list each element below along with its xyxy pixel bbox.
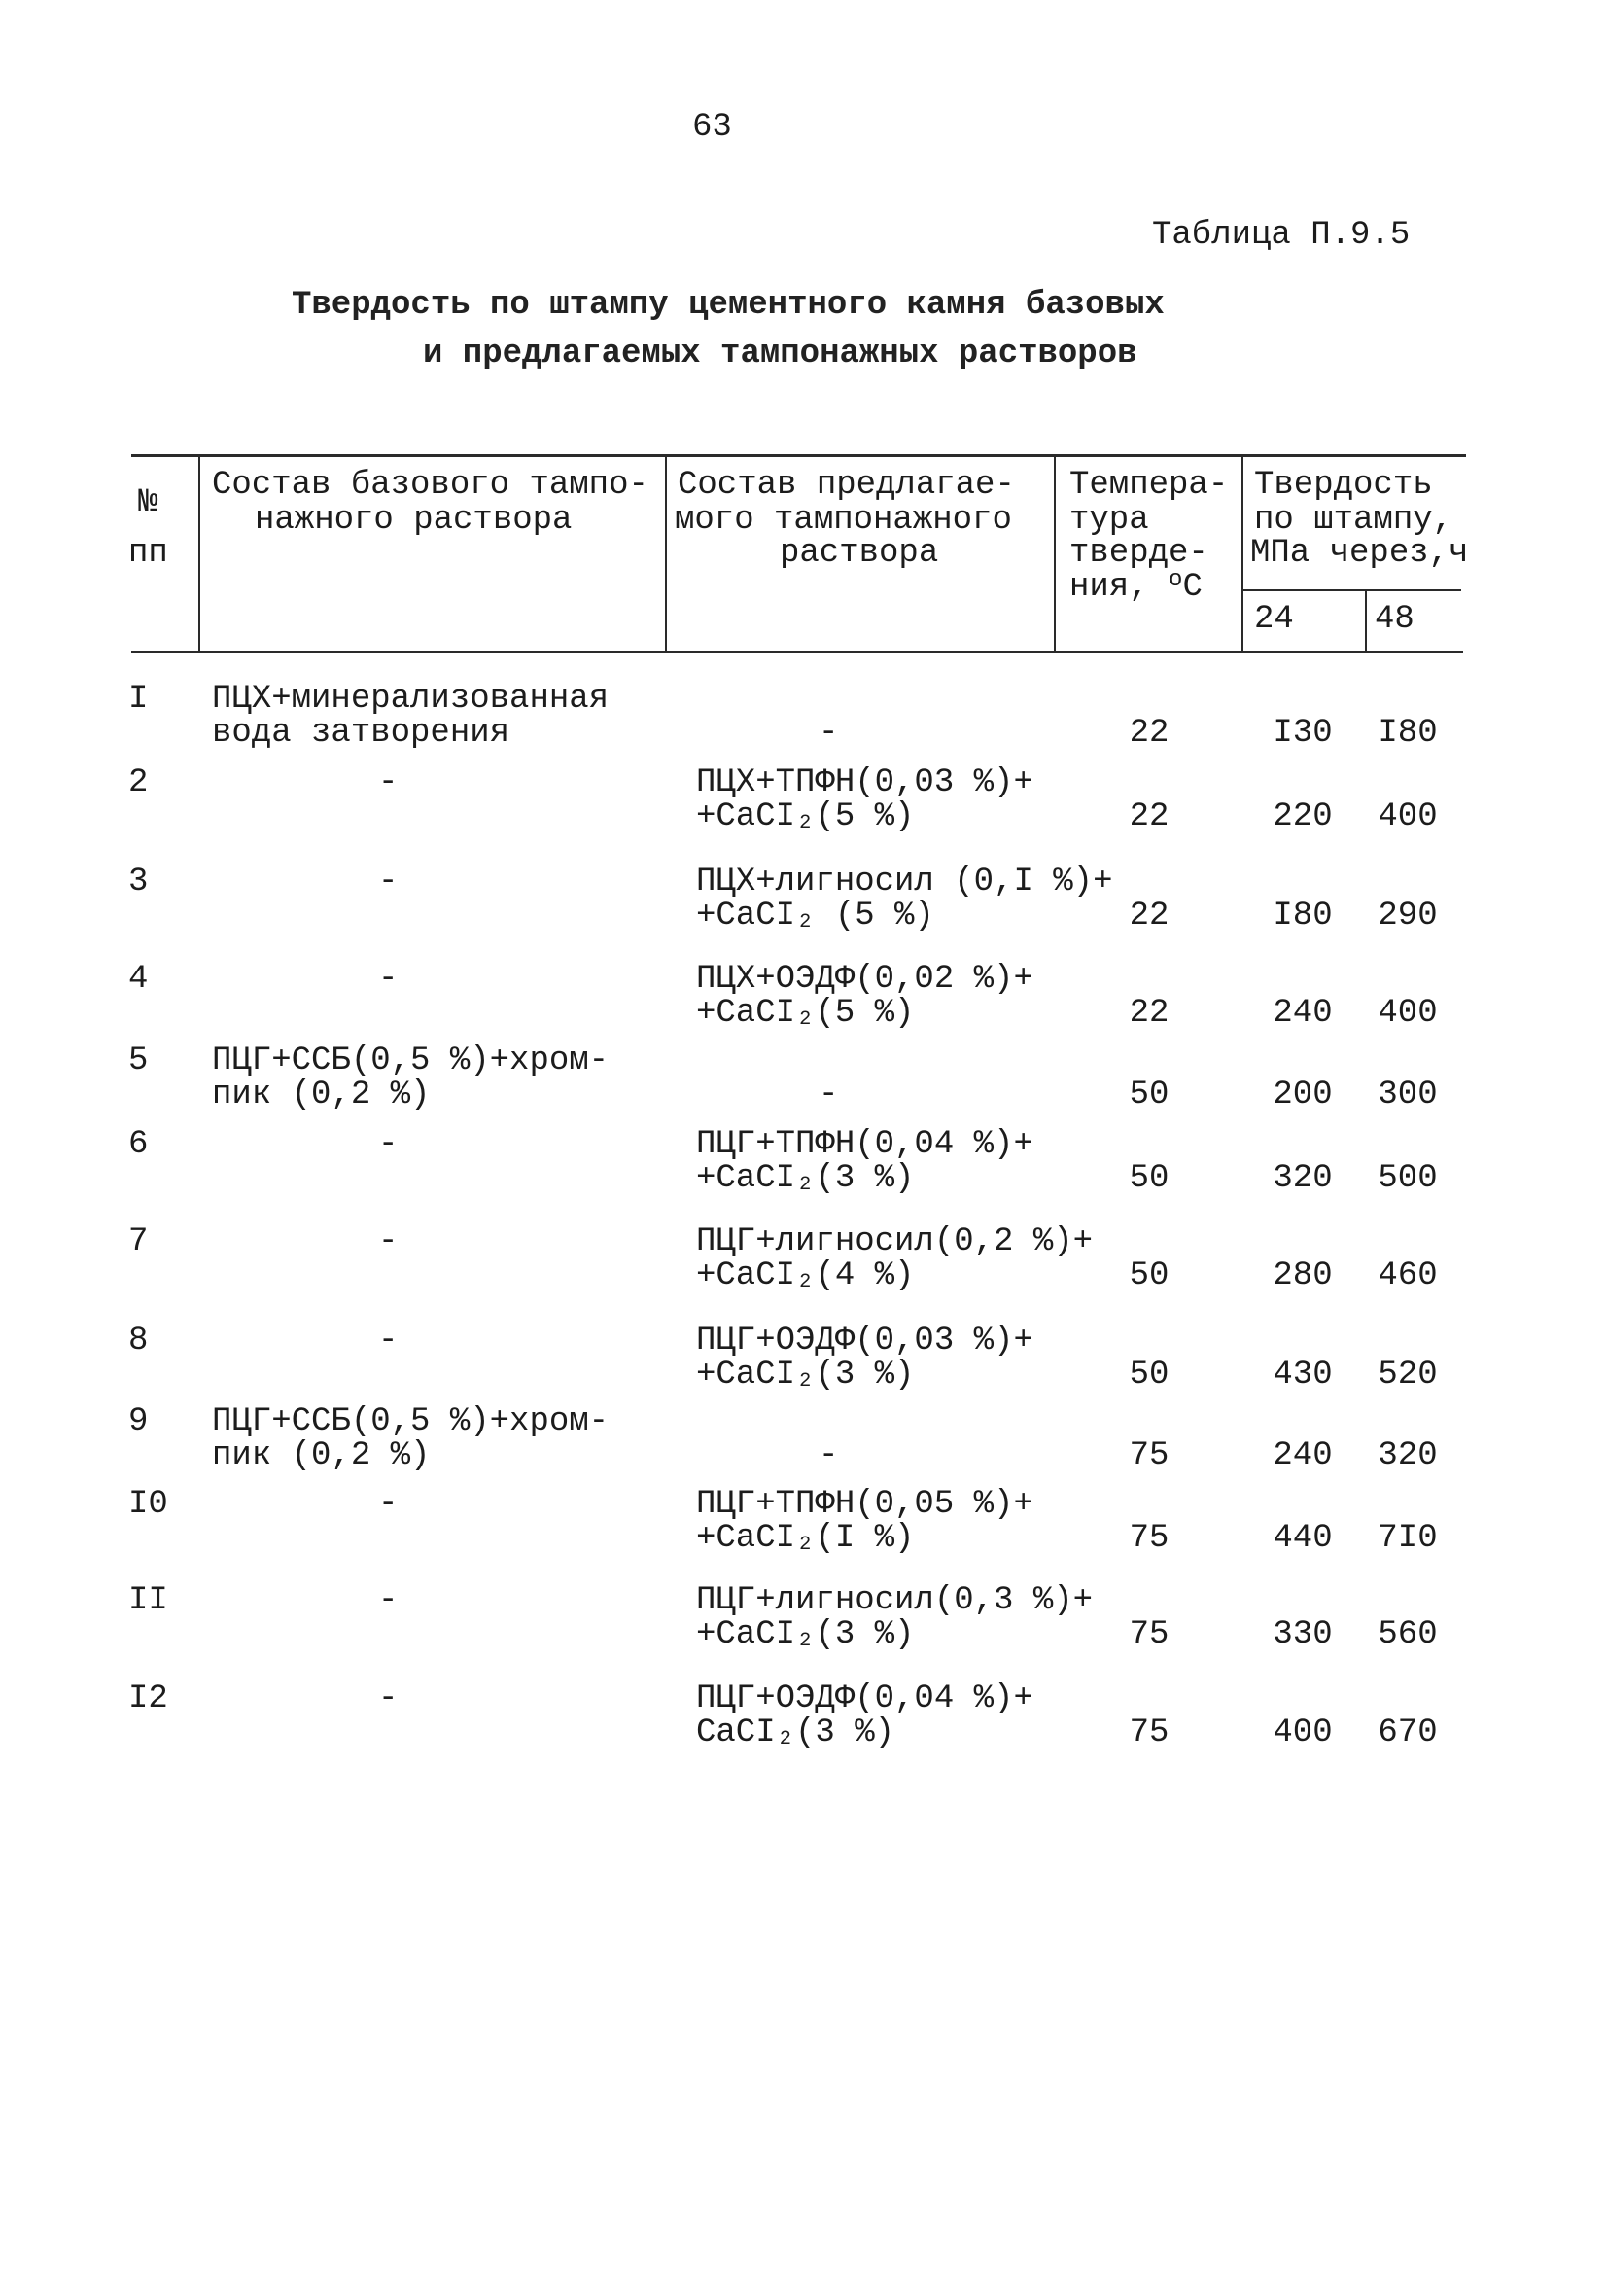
table-row bbox=[0, 865, 1607, 936]
row-number: I0 bbox=[128, 1486, 168, 1523]
hardness-48h-value: I80 bbox=[1378, 715, 1438, 752]
row-number: 9 bbox=[128, 1403, 149, 1440]
hardness-24h-value: 440 bbox=[1273, 1520, 1333, 1557]
header-base-line: нажного раствора bbox=[255, 502, 573, 539]
row-number: II bbox=[128, 1582, 168, 1619]
hardness-48h-value: 460 bbox=[1378, 1257, 1438, 1294]
temperature-value: 75 bbox=[1129, 1616, 1170, 1653]
row-number: 6 bbox=[128, 1126, 149, 1163]
table-row bbox=[0, 1405, 1607, 1475]
proposed-composition-dash: - bbox=[819, 715, 839, 752]
column-divider bbox=[665, 455, 667, 653]
header-number-sign: № bbox=[138, 484, 158, 521]
proposed-composition-line: ПЦХ+ТПФН(0,03 %)+ bbox=[696, 764, 1033, 801]
hardness-48h-value: 670 bbox=[1378, 1714, 1438, 1751]
table-row bbox=[0, 683, 1607, 753]
column-divider bbox=[1365, 590, 1367, 652]
table-row bbox=[0, 1584, 1607, 1654]
proposed-composition-line: +CaCI₂(3 %) bbox=[696, 1160, 915, 1197]
row-number: 7 bbox=[128, 1223, 149, 1260]
proposed-composition-line: ПЦГ+ТПФН(0,05 %)+ bbox=[696, 1486, 1033, 1523]
proposed-composition-line: ПЦГ+ОЭДФ(0,03 %)+ bbox=[696, 1323, 1033, 1360]
proposed-composition-line: ПЦГ+ОЭДФ(0,04 %)+ bbox=[696, 1680, 1033, 1717]
table-row bbox=[0, 1488, 1607, 1558]
proposed-composition-line: +CaCI₂(I %) bbox=[696, 1520, 915, 1557]
base-composition-line: вода затворения bbox=[212, 715, 510, 752]
temperature-value: 75 bbox=[1129, 1520, 1170, 1557]
base-composition-dash: - bbox=[378, 961, 399, 998]
proposed-composition-line: +CaCI₂(5 %) bbox=[696, 995, 915, 1032]
row-number: 5 bbox=[128, 1042, 149, 1079]
table-row bbox=[0, 1225, 1607, 1295]
header-number-abbr: пп bbox=[128, 535, 168, 572]
table-row bbox=[0, 963, 1607, 1033]
hardness-24h-value: 240 bbox=[1273, 1437, 1333, 1474]
hardness-48h-value: 400 bbox=[1378, 995, 1438, 1032]
hardness-48h-value: 520 bbox=[1378, 1357, 1438, 1394]
base-composition-line: ПЦХ+минерализованная bbox=[212, 681, 610, 718]
page-number: 63 bbox=[692, 109, 732, 146]
temperature-value: 75 bbox=[1129, 1714, 1170, 1751]
proposed-composition-line: ПЦГ+лигносил(0,3 %)+ bbox=[696, 1582, 1094, 1619]
header-temp-unit-line bbox=[1069, 567, 1203, 606]
table-label: Таблица П.9.5 bbox=[1152, 217, 1411, 254]
column-divider bbox=[1054, 455, 1056, 653]
base-composition-dash: - bbox=[378, 1323, 399, 1360]
proposed-composition-dash: - bbox=[819, 1437, 839, 1474]
hardness-24h-value: 220 bbox=[1273, 798, 1333, 835]
hardness-24h-value: 320 bbox=[1273, 1160, 1333, 1197]
proposed-composition-dash: - bbox=[819, 1077, 839, 1113]
table-row bbox=[0, 766, 1607, 836]
hardness-48h-value: 290 bbox=[1378, 898, 1438, 935]
hardness-48h-value: 300 bbox=[1378, 1077, 1438, 1113]
table-row bbox=[0, 1682, 1607, 1752]
hardness-24h-value: 280 bbox=[1273, 1257, 1333, 1294]
hardness-48h-value: 500 bbox=[1378, 1160, 1438, 1197]
header-hardness-line: по штампу, bbox=[1254, 502, 1453, 539]
base-composition-dash: - bbox=[378, 764, 399, 801]
header-temp-unit: С bbox=[1182, 569, 1203, 606]
proposed-composition-line: +CaCI₂(3 %) bbox=[696, 1357, 915, 1394]
header-hardness-24h: 24 bbox=[1254, 601, 1294, 638]
row-number: 4 bbox=[128, 961, 149, 998]
header-proposed-line: Состав предлагае- bbox=[678, 467, 1015, 504]
table-row bbox=[0, 1325, 1607, 1395]
base-composition-line: ПЦГ+ССБ(0,5 %)+хром- bbox=[212, 1403, 610, 1440]
header-base-line: Состав базового тампо- bbox=[212, 467, 648, 504]
proposed-composition-line: +CaCI₂(4 %) bbox=[696, 1257, 915, 1294]
header-hardness-line: Твердость bbox=[1254, 467, 1433, 504]
temperature-value: 22 bbox=[1129, 995, 1170, 1032]
hardness-48h-value: 400 bbox=[1378, 798, 1438, 835]
header-temp-degree: о bbox=[1169, 567, 1183, 593]
table-row bbox=[0, 1044, 1607, 1114]
header-proposed-line: мого тампонажного bbox=[675, 502, 1012, 539]
table-row bbox=[0, 1128, 1607, 1198]
header-temp-line: тверде- bbox=[1069, 535, 1208, 572]
base-composition-dash: - bbox=[378, 1680, 399, 1717]
column-divider bbox=[198, 455, 200, 653]
temperature-value: 50 bbox=[1129, 1077, 1170, 1113]
hardness-24h-value: I30 bbox=[1273, 715, 1333, 752]
header-proposed-line: раствора bbox=[780, 535, 939, 572]
base-composition-line: пик (0,2 %) bbox=[212, 1077, 431, 1113]
base-composition-line: пик (0,2 %) bbox=[212, 1437, 431, 1474]
hardness-24h-value: I80 bbox=[1273, 898, 1333, 935]
temperature-value: 22 bbox=[1129, 715, 1170, 752]
table-top-border bbox=[131, 454, 1466, 457]
temperature-value: 50 bbox=[1129, 1257, 1170, 1294]
proposed-composition-line: ПЦХ+ОЭДФ(0,02 %)+ bbox=[696, 961, 1033, 998]
header-hardness-line: МПа через,ч bbox=[1250, 535, 1469, 572]
row-number: 3 bbox=[128, 864, 149, 901]
table-header-bottom-border bbox=[131, 651, 1463, 653]
temperature-value: 50 bbox=[1129, 1357, 1170, 1394]
proposed-composition-line: +CaCI₂(3 %) bbox=[696, 1616, 915, 1653]
base-composition-line: ПЦГ+ССБ(0,5 %)+хром- bbox=[212, 1042, 610, 1079]
temperature-value: 22 bbox=[1129, 798, 1170, 835]
hardness-24h-value: 200 bbox=[1273, 1077, 1333, 1113]
temperature-value: 75 bbox=[1129, 1437, 1170, 1474]
base-composition-dash: - bbox=[378, 1223, 399, 1260]
header-temp-line: Темпера- bbox=[1069, 467, 1229, 504]
header-temp-last: ния, bbox=[1069, 569, 1170, 606]
base-composition-dash: - bbox=[378, 864, 399, 901]
temperature-value: 50 bbox=[1129, 1160, 1170, 1197]
temperature-value: 22 bbox=[1129, 898, 1170, 935]
proposed-composition-line: ПЦХ+лигносил (0,I %)+ bbox=[696, 864, 1113, 901]
row-number: I bbox=[128, 681, 149, 718]
hardness-24h-value: 240 bbox=[1273, 995, 1333, 1032]
base-composition-dash: - bbox=[378, 1486, 399, 1523]
proposed-composition-line: +CaCI₂ (5 %) bbox=[696, 898, 934, 935]
header-temp-line: тура bbox=[1069, 502, 1149, 539]
row-number: 8 bbox=[128, 1323, 149, 1360]
hardness-48h-value: 560 bbox=[1378, 1616, 1438, 1653]
hardness-48h-value: 320 bbox=[1378, 1437, 1438, 1474]
column-divider bbox=[1241, 455, 1243, 653]
proposed-composition-line: ПЦГ+ТПФН(0,04 %)+ bbox=[696, 1126, 1033, 1163]
table-title-line-1: Твердость по штампу цементного камня базовых bbox=[292, 287, 1165, 324]
proposed-composition-line: ПЦГ+лигносил(0,2 %)+ bbox=[696, 1223, 1094, 1260]
base-composition-dash: - bbox=[378, 1126, 399, 1163]
hardness-subheader-divider bbox=[1242, 589, 1461, 591]
table-title-line-2: и предлагаемых тампонажных растворов bbox=[423, 336, 1137, 372]
proposed-composition-line: +CaCI₂(5 %) bbox=[696, 798, 915, 835]
row-number: 2 bbox=[128, 764, 149, 801]
hardness-24h-value: 430 bbox=[1273, 1357, 1333, 1394]
proposed-composition-line: CaCI₂(3 %) bbox=[696, 1714, 895, 1751]
header-hardness-48h: 48 bbox=[1375, 601, 1415, 638]
row-number: I2 bbox=[128, 1680, 168, 1717]
hardness-48h-value: 7I0 bbox=[1378, 1520, 1438, 1557]
hardness-24h-value: 330 bbox=[1273, 1616, 1333, 1653]
base-composition-dash: - bbox=[378, 1582, 399, 1619]
hardness-24h-value: 400 bbox=[1273, 1714, 1333, 1751]
